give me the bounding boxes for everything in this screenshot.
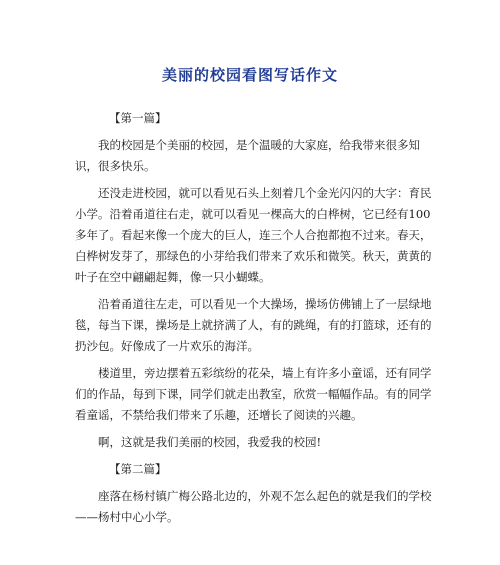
paragraph: 还没走进校园，就可以看见石头上刻着几个金光闪闪的大字：育民小学。沿着甬道往右走，就可以看见一棵高大的白桦树，它已经有100多年了。看起来像一个庞大的巨人，连三个人合抱都抱不过来。春天，白桦树发芽了，那绿色的小芽给我们带来了欢乐和微笑。秋天，黄黄的叶子在空中翩翩起舞，像一只小蝴蝶。 [75, 186, 432, 284]
paragraph: 楼道里，旁边摆着五彩缤纷的花朵，墙上有许多小童谣，还有同学们的作品，每到下课，同学们就走出教室，欣赏一幅幅作品。有的同学看童谣，不禁给我们带来了乐趣，还增长了阅读的兴趣。 [75, 366, 432, 422]
document-body [75, 108, 435, 528]
paragraph: 座落在杨村镇广梅公路北边的，外观不怎么起色的就是我们的学校——杨村中心小学。 [75, 489, 432, 524]
section-label-2: 【第二篇】 [109, 462, 167, 476]
document-title: 美丽的校园看图写话作文 [161, 66, 338, 84]
section-label-1: 【第一篇】 [109, 111, 167, 125]
paragraph: 沿着甬道往左走，可以看见一个大操场，操场仿佛铺上了一层绿地毯，每当下课，操场是上就挤满了人，有的跳绳，有的打篮球，还有的扔沙包。好像成了一片欢乐的海洋。 [75, 297, 432, 353]
paragraph: 啊，这就是我们美丽的校园，我爱我的校园! [98, 435, 322, 449]
paragraph: 我的校园是个美丽的校园，是个温暖的大家庭，给我带来很多知识，很多快乐。 [75, 138, 420, 173]
